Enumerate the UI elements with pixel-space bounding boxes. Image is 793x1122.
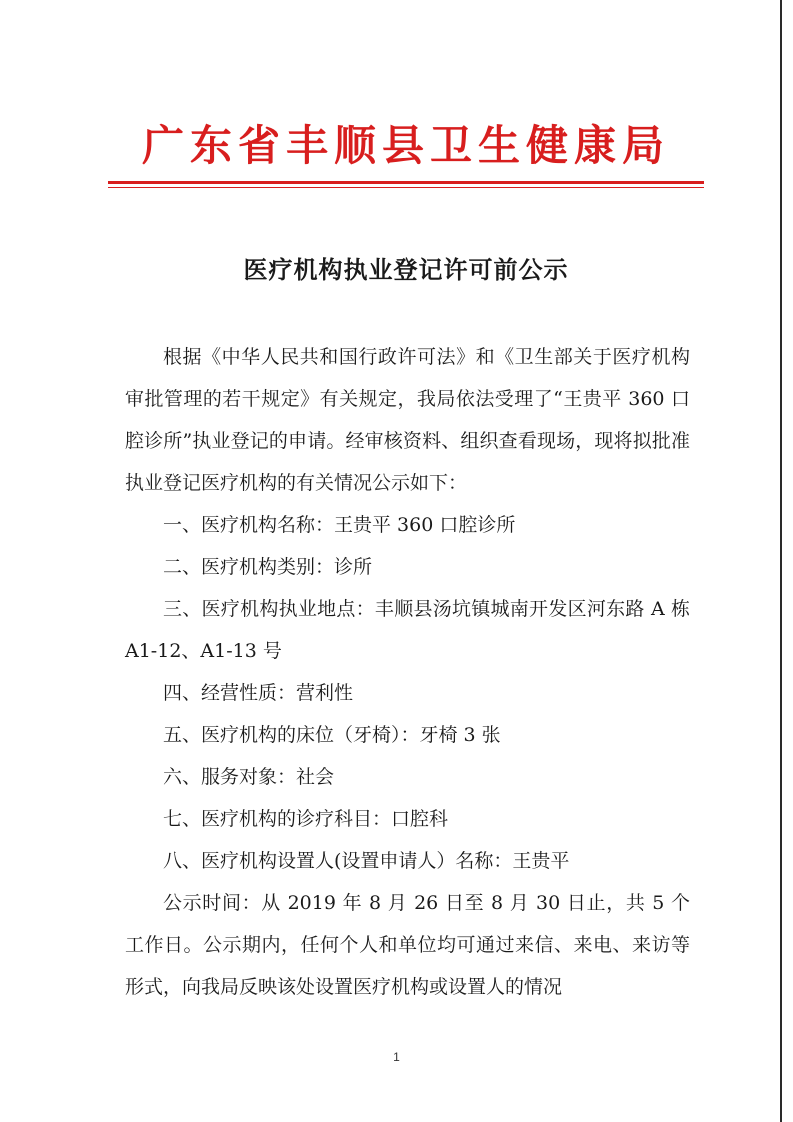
list-item-departments: 七、医疗机构的诊疗科目：口腔科 — [163, 808, 449, 830]
list-item-nature: 四、经营性质：营利性 — [163, 682, 354, 704]
notice-paragraph: 公示时间：从 2019 年 8 月 26 日至 8 月 30 日止，共 5 个工作日。公示期内，任何个人和单位均可通过来信、来电、来访等形式，向我局反映该处设置医疗机构或设置人的情况 — [125, 892, 690, 998]
document-title: 医疗机构执业登记许可前公示 — [243, 256, 569, 284]
letterhead-red-rule-thin — [108, 187, 704, 188]
letterhead-red-rule-thick — [108, 181, 704, 184]
intro-paragraph: 根据《中华人民共和国行政许可法》和《卫生部关于医疗机构审批管理的若干规定》有关规定，我局依法受理了“王贵平 360 口腔诊所”执业登记的申请。经审核资料、组织查看现场，现将拟批准执业登记医疗机构的有关情况公示如下： — [125, 346, 690, 494]
list-item-name: 一、医疗机构名称：王贵平 360 口腔诊所 — [163, 514, 516, 536]
list-item-applicant: 八、医疗机构设置人(设置申请人）名称：王贵平 — [163, 850, 570, 872]
document-body — [125, 336, 690, 1008]
list-item-address: 三、医疗机构执业地点：丰顺县汤坑镇城南开发区河东路 A 栋 A1-12、A1-13 号 — [125, 598, 690, 662]
list-item-category: 二、医疗机构类别：诊所 — [163, 556, 373, 578]
scan-edge-line — [780, 0, 782, 1122]
list-item-service-target: 六、服务对象：社会 — [163, 766, 335, 788]
list-item-beds: 五、医疗机构的床位（牙椅）：牙椅 3 张 — [163, 724, 501, 746]
page-number: 1 — [393, 1050, 400, 1064]
agency-letterhead: 广东省丰顺县卫生健康局 — [141, 121, 670, 170]
